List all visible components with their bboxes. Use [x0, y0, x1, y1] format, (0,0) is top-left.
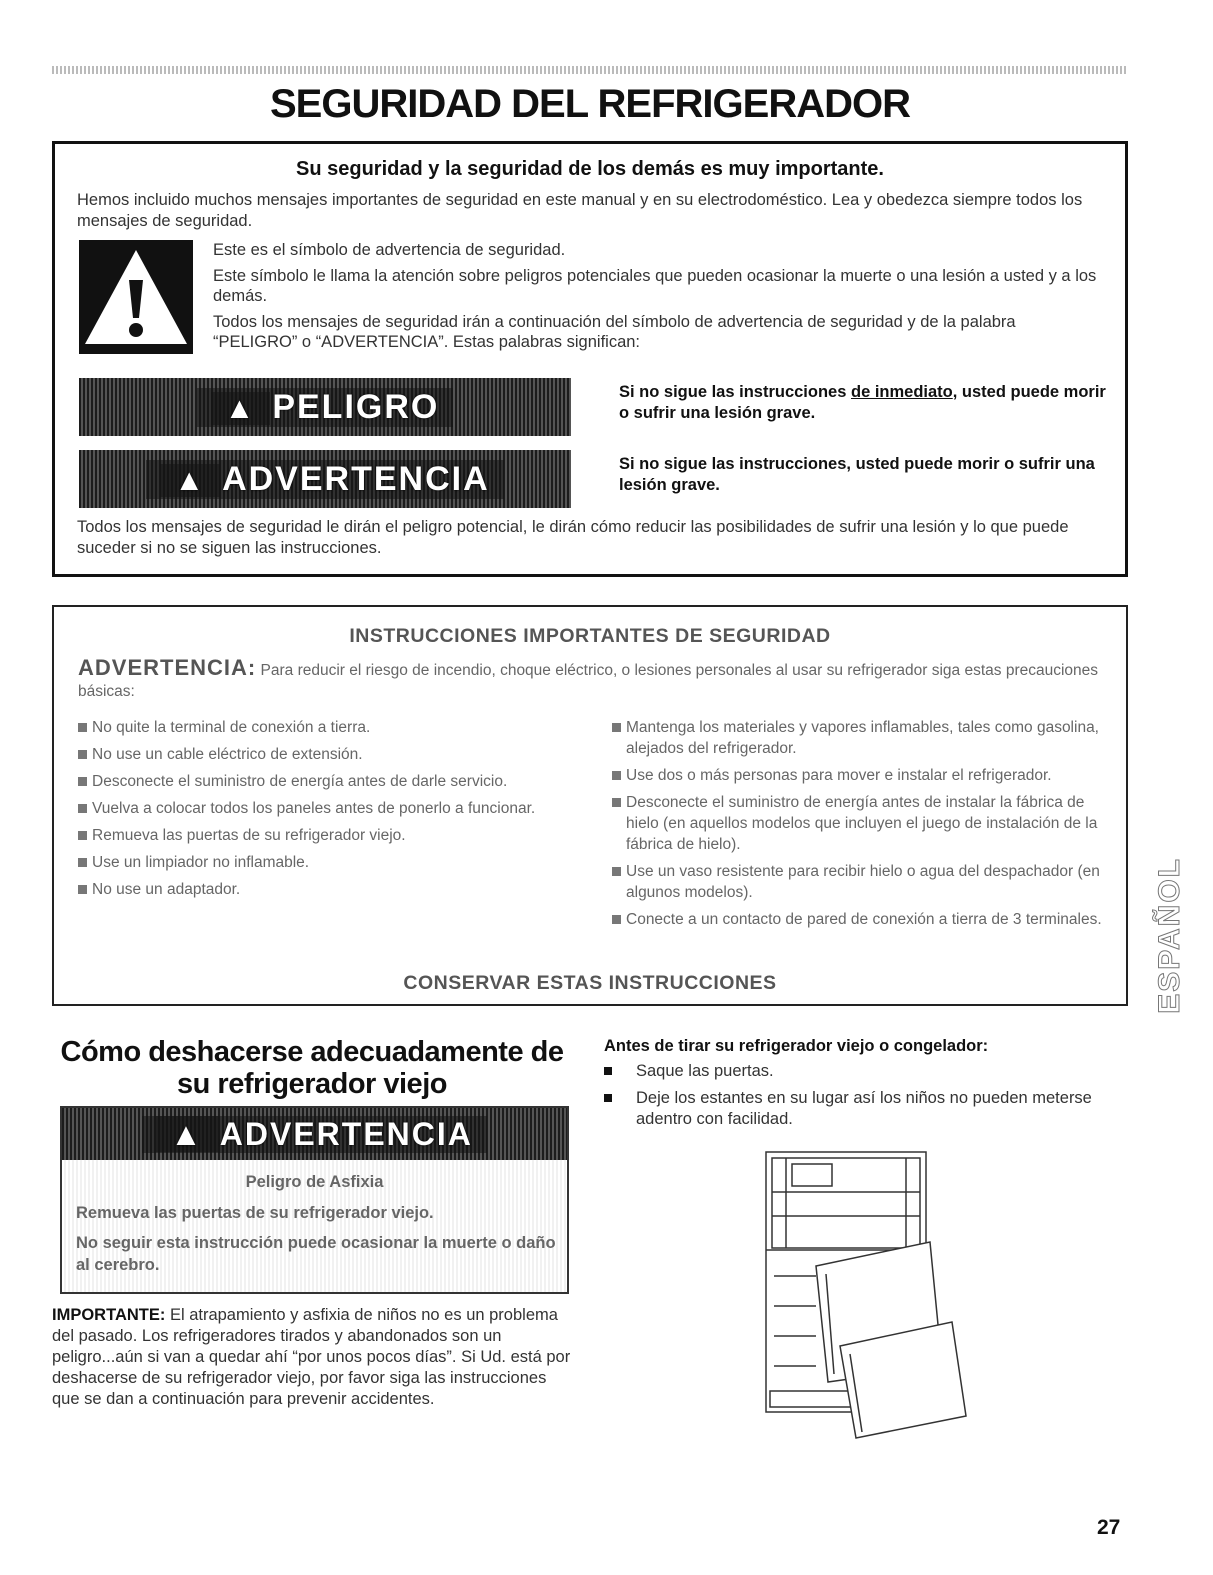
important-text: El atrapamiento y asfixia de niños no es un problema del pasado. Los refrigeradores tirados y abandonados son un peligro...aún si van a quedar ahí “por unos pocos días”. Si Ud. está por deshacerse de su refrigerador viejo, por favor siga las instrucciones que se dan a continuación para prevenir accidentes.	[52, 1306, 571, 1408]
warning-label: ADVERTENCIA:	[78, 655, 257, 680]
before-disposal-list	[604, 1061, 1128, 1136]
important-note	[52, 1305, 572, 1410]
list-item: No use un adaptador.	[78, 879, 578, 900]
peligro-definition	[619, 382, 1109, 424]
side-tab-label: ESPAÑOL	[1153, 856, 1186, 1014]
suffocation-warning-box	[60, 1106, 569, 1294]
before-disposal-heading: Antes de tirar su refrigerador viejo o congelador:	[604, 1037, 989, 1055]
safety-alert-icon	[79, 240, 193, 354]
safety-box-heading: Su seguridad y la seguridad de los demás es muy importante.	[296, 158, 884, 180]
symbol-line: Este es el símbolo de advertencia de seguridad.	[213, 241, 566, 259]
warning-text: Para reducir el riesgo de incendio, choque eléctrico, o lesiones personales al usar su refrigerador siga estas precauciones básicas:	[78, 662, 1099, 700]
list-item: Use un limpiador no inflamable.	[78, 852, 578, 873]
safety-footer: Todos los mensajes de seguridad le dirán el peligro potencial, le dirán cómo reducir las posibilidades de sufrir una lesión y lo que puede suceder si no se siguen las instrucciones.	[77, 518, 1069, 557]
peligro-underlined: de inmediato	[850, 383, 953, 401]
list-item: No quite la terminal de conexión a tierra.	[78, 717, 578, 738]
list-item: Desconecte el suministro de energía antes de darle servicio.	[78, 771, 578, 792]
instructions-left-list	[78, 717, 578, 906]
instructions-box	[52, 605, 1128, 1006]
top-rule	[52, 66, 1128, 74]
advertencia-banner	[62, 1108, 567, 1160]
advertencia-banner	[79, 450, 571, 508]
warning-line: No seguir esta instrucción puede ocasionar la muerte o daño al cerebro.	[76, 1234, 556, 1274]
warning-subtitle: Peligro de Asfixia	[245, 1173, 384, 1191]
page-number: 27	[1097, 1516, 1121, 1539]
symbol-explanation	[213, 240, 1103, 358]
symbol-line: Todos los mensajes de seguridad irán a continuación del símbolo de advertencia de seguridad y de la palabra “PELIGRO” o “ADVERTENCIA”. Estas palabras significan:	[213, 313, 1016, 351]
disposal-title-line: su refrigerador viejo	[177, 1068, 447, 1100]
language-side-tab	[1150, 815, 1190, 1055]
list-item: Use dos o más personas para mover e instalar el refrigerador.	[612, 765, 1112, 786]
symbol-line: Este símbolo le llama la atención sobre peligros potenciales que pueden ocasionar la muerte o una lesión a usted y a los demás.	[213, 267, 1097, 305]
disposal-title	[52, 1036, 572, 1100]
list-item: Use un vaso resistente para recibir hielo o agua del despachador (en algunos modelos).	[612, 861, 1112, 903]
page-title: SEGURIDAD DEL REFRIGERADOR	[270, 82, 910, 126]
warning-line: Remueva las puertas de su refrigerador viejo.	[76, 1204, 434, 1222]
advertencia-label: ADVERTENCIA	[219, 1115, 473, 1152]
important-label: IMPORTANTE:	[52, 1306, 166, 1324]
list-item: Desconecte el suministro de energía antes de instalar la fábrica de hielo (en aquellos modelos que incluyen el juego de instalación de la fábrica de hielo).	[612, 792, 1112, 855]
list-item: Conecte a un contacto de pared de conexión a tierra de 3 terminales.	[612, 909, 1112, 930]
warning-triangle-icon: ▲	[211, 392, 271, 425]
advertencia-definition: Si no sigue las instrucciones, usted puede morir o sufrir una lesión grave.	[619, 455, 1095, 494]
list-item: No use un cable eléctrico de extensión.	[78, 744, 578, 765]
safety-box	[52, 141, 1128, 577]
instructions-footer: CONSERVAR ESTAS INSTRUCCIONES	[403, 972, 777, 994]
advertencia-label: ADVERTENCIA	[222, 459, 490, 498]
peligro-label: PELIGRO	[272, 387, 440, 426]
instructions-right-list	[612, 717, 1112, 936]
list-item: Vuelva a colocar todos los paneles antes de ponerlo a funcionar.	[78, 798, 578, 819]
peligro-banner	[79, 378, 571, 436]
instructions-heading: INSTRUCCIONES IMPORTANTES DE SEGURIDAD	[349, 625, 831, 647]
warning-triangle-icon: ▲	[156, 1116, 218, 1152]
list-item: Remueva las puertas de su refrigerador viejo.	[78, 825, 578, 846]
disposal-title-line: Cómo deshacerse adecuadamente de	[60, 1036, 564, 1068]
instructions-warning	[78, 657, 1108, 702]
safety-intro: Hemos incluido muchos mensajes importantes de seguridad en este manual y en su electrodoméstico. Lea y obedezca siempre todos los mensajes de seguridad.	[77, 191, 1083, 230]
list-item: Deje los estantes en su lugar así los niños no pueden meterse adentro con facilidad.	[604, 1088, 1128, 1130]
list-item: Saque las puertas.	[604, 1061, 1128, 1082]
list-item: Mantenga los materiales y vapores inflamables, tales como gasolina, alejados del refrigerador.	[612, 717, 1112, 759]
peligro-text-end: , usted puede morir o sufrir una lesión grave.	[619, 383, 1106, 422]
warning-triangle-icon: ▲	[160, 464, 220, 497]
refrigerator-doors-removed-illustration	[756, 1146, 986, 1446]
peligro-text: Si no sigue las instrucciones	[619, 383, 851, 401]
